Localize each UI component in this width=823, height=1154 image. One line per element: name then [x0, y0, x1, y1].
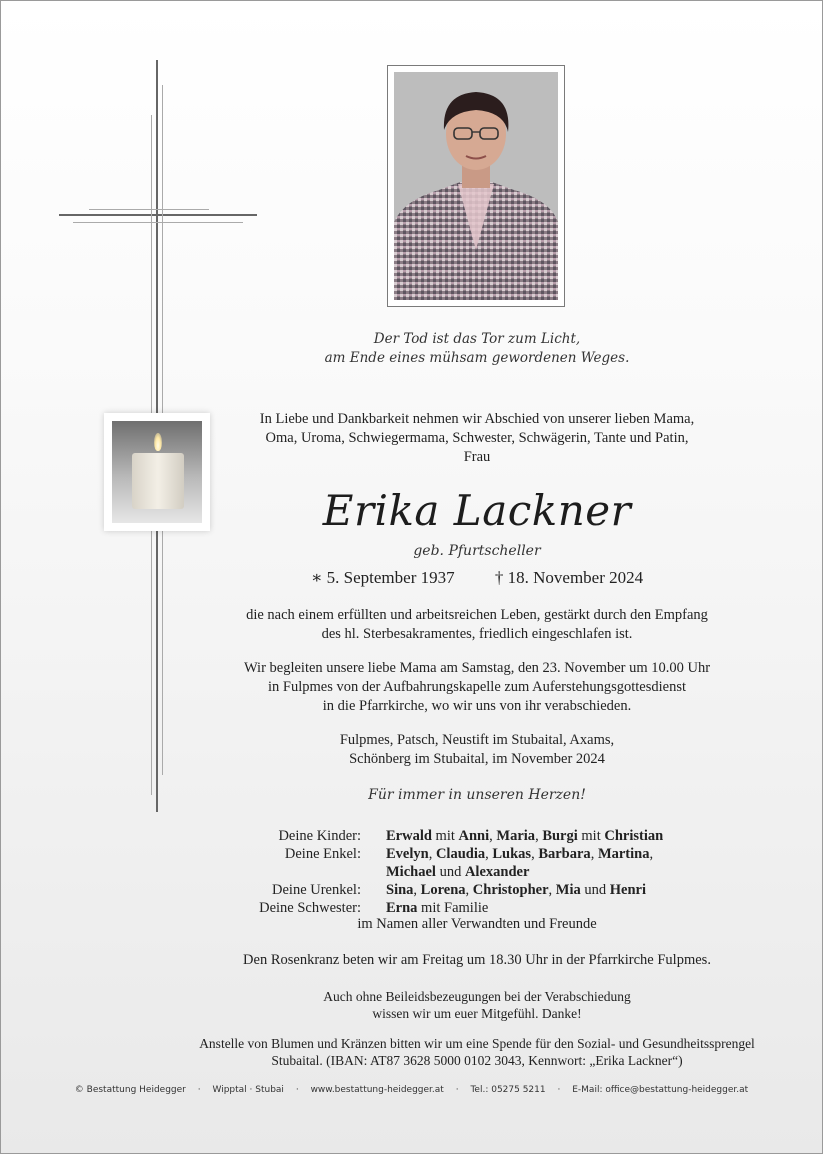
text-line: Schönberg im Stubaital, im November 2024 [349, 751, 605, 767]
portrait-illustration [394, 72, 558, 300]
footer-separator: · [557, 1085, 561, 1095]
family-member-name: Barbara [538, 846, 591, 862]
family-label: Deine Kinder: [278, 828, 361, 844]
footer-email-link[interactable]: E-Mail: office@bestattung-heidegger.at [572, 1085, 749, 1095]
portrait-photo [394, 72, 558, 300]
portrait-frame [387, 65, 565, 307]
footer-separator: · [197, 1085, 201, 1095]
family-member-name: Erna [386, 900, 418, 916]
quote-line: Der Tod ist das Tor zum Licht, [373, 331, 581, 347]
family-names [386, 881, 646, 899]
place-date-text [141, 731, 813, 769]
family-connector: , [489, 828, 497, 844]
quote-line: am Ende eines mühsam gewordenen Weges. [324, 350, 630, 366]
family-connector: mit [577, 828, 605, 844]
family-member-name: Alexander [464, 864, 530, 880]
footer [1, 1085, 822, 1095]
family-row [1, 899, 822, 917]
text-line: Fulpmes, Patsch, Neustift im Stubaital, Axams, [339, 732, 615, 748]
family-row [1, 863, 822, 881]
family-names [386, 827, 663, 845]
family-names [386, 899, 488, 917]
family-member-name: Christian [604, 828, 664, 844]
text-line: Wir begleiten unsere liebe Mama am Samstag, den 23. November um 10.00 Uhr [243, 660, 711, 676]
footer-region: Wipptal · Stubai [212, 1085, 284, 1095]
family-connector: , [531, 846, 539, 862]
family-connector: , [465, 882, 473, 898]
text-line: in die Pfarrkirche, wo wir uns von ihr verabschieden. [322, 698, 632, 714]
condolence-text [141, 988, 813, 1022]
family-row [1, 845, 822, 863]
footer-phone: Tel.: 05275 5211 [470, 1085, 546, 1095]
quote [141, 330, 813, 368]
family-row [1, 827, 822, 845]
text-line: Stubaital. (IBAN: AT87 3628 5000 0102 3043, Kennwort: „Erika Lackner“) [271, 1053, 683, 1068]
footer-company: © Bestattung Heidegger [74, 1085, 186, 1095]
family-connector: , [413, 882, 421, 898]
family-connector: , [535, 828, 543, 844]
family-member-name: Henri [609, 882, 646, 898]
family-connector: , [649, 846, 654, 862]
intro-line: Frau [463, 449, 491, 465]
family-member-name: Erwald [386, 828, 432, 844]
family-member-name: Burgi [542, 828, 578, 844]
footer-separator: · [455, 1085, 459, 1095]
text-line: Anstelle von Blumen und Kränzen bitten wir um eine Spende für den Sozial- und Gesundheitssprengel [199, 1036, 755, 1051]
death-date: † 18. November 2024 [494, 568, 644, 587]
intro-line: In Liebe und Dankbarkeit nehmen wir Abschied von unserer lieben Mama, [259, 411, 695, 427]
family-member-name: Martina [597, 846, 650, 862]
family-connector: , [428, 846, 436, 862]
family-member-name: Evelyn [386, 846, 429, 862]
family-row [1, 881, 822, 899]
family-names [386, 863, 529, 881]
family-connector: , [590, 846, 598, 862]
family-member-name: Claudia [435, 846, 486, 862]
family-connector: , [548, 882, 556, 898]
donation-text [111, 1035, 823, 1069]
family-label: Deine Schwester: [259, 900, 361, 916]
family-member-name: Maria [496, 828, 536, 844]
family-closing: im Namen aller Verwandten und Freunde [357, 916, 597, 932]
family-connector: und [435, 864, 465, 880]
family-member-name: Lorena [420, 882, 466, 898]
footer-separator: · [295, 1085, 299, 1095]
family-member-name: Christopher [472, 882, 549, 898]
family-connector: mit [431, 828, 459, 844]
family-connector: , [485, 846, 493, 862]
text-line: Auch ohne Beileidsbezeugungen bei der Verabschiedung [323, 989, 631, 1004]
family-member-name: Anni [458, 828, 490, 844]
family-member-name: Michael [386, 864, 436, 880]
family-member-name: Sina [386, 882, 414, 898]
family-label: Deine Enkel: [284, 846, 361, 862]
family-list [1, 827, 822, 917]
text-line: wissen wir um euer Mitgefühl. Danke! [372, 1006, 582, 1021]
family-member-name: Lukas [492, 846, 532, 862]
heart-line: Für immer in unseren Herzen! [368, 787, 586, 803]
rosary-text: Den Rosenkranz beten wir am Freitag um 18.30 Uhr in der Pfarrkirche Fulpmes. [243, 952, 711, 968]
footer-web-link[interactable]: www.bestattung-heidegger.at [310, 1085, 444, 1095]
text-line: in Fulpmes von der Aufbahrungskapelle zum Auferstehungsgottesdienst [267, 679, 686, 695]
family-connector: und [580, 882, 610, 898]
text-line: die nach einem erfüllten und arbeitsreichen Leben, gestärkt durch den Empfang [246, 607, 708, 623]
funeral-text [141, 659, 813, 716]
birth-date: ∗ 5. September 1937 [310, 568, 455, 587]
passing-text [141, 606, 813, 644]
maiden-name: geb. Pfurtscheller [413, 543, 541, 559]
family-member-name: Mia [555, 882, 581, 898]
intro-line: Oma, Uroma, Schwiegermama, Schwester, Schwägerin, Tante und Patin, [265, 430, 689, 446]
family-names [386, 845, 653, 863]
life-dates [141, 567, 813, 589]
intro-text [141, 410, 813, 467]
text-line: des hl. Sterbesakramentes, friedlich eingeschlafen ist. [321, 626, 633, 642]
deceased-name: Erika Lackner [322, 486, 632, 535]
family-label: Deine Urenkel: [272, 882, 361, 898]
family-connector: mit Familie [417, 900, 489, 916]
